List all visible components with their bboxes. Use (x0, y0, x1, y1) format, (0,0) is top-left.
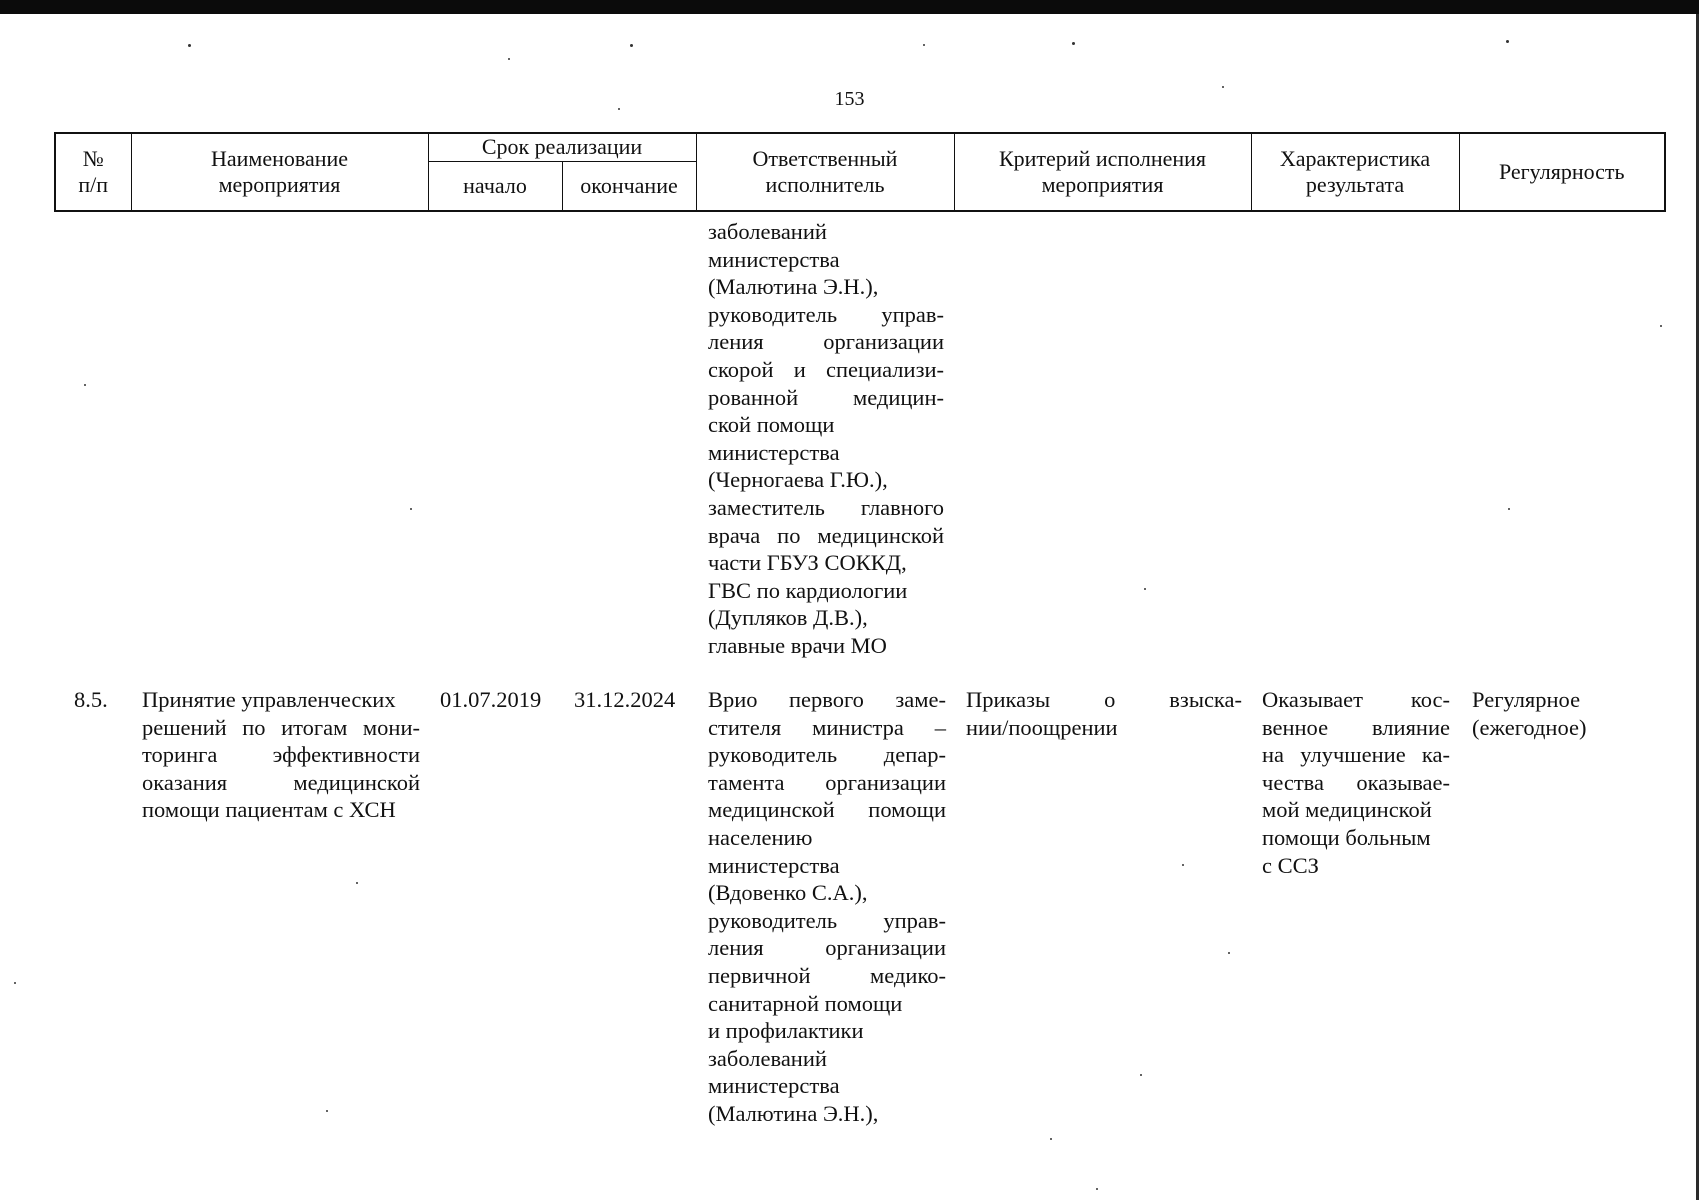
resp-line: Врио первого заме- (708, 687, 946, 712)
header-regularity: Регулярность (1459, 133, 1665, 211)
header-name: Наименование мероприятия (131, 133, 428, 211)
row-responsible (708, 686, 946, 1128)
characteristic-line: помощи больным (1262, 824, 1431, 850)
header-responsible: Ответственный исполнитель (696, 133, 954, 211)
scan-speck (1660, 325, 1662, 327)
resp-line: министерства (708, 439, 840, 465)
row-number: 8.5. (74, 687, 108, 712)
resp-line: ской помощи (708, 412, 835, 438)
resp-line: главные врачи МО (708, 632, 887, 658)
resp-line: заболеваний (708, 219, 827, 244)
scan-speck (1508, 508, 1510, 510)
characteristic-line: чества оказывае- (1262, 769, 1450, 795)
resp-line: заболеваний (708, 1045, 827, 1071)
row-start-date: 01.07.2019 (440, 687, 542, 712)
resp-line: ГВС по кардиологии (708, 577, 908, 603)
scan-speck (1050, 1138, 1052, 1140)
resp-line: медицинской помощи (708, 797, 946, 823)
resp-line: ления организации (708, 329, 944, 355)
characteristic-line: Оказывает кос- (1262, 687, 1450, 712)
scan-speck (1096, 1188, 1098, 1190)
scan-speck (1222, 86, 1224, 88)
resp-line: врача по медицинской (708, 522, 944, 548)
row-end-date: 31.12.2024 (574, 687, 676, 712)
resp-line: ления организации (708, 935, 946, 961)
row-characteristic (1262, 686, 1450, 879)
resp-line: и профилактики (708, 1018, 864, 1044)
page-number: 153 (834, 88, 865, 110)
resp-line: руководитель управ- (708, 301, 944, 327)
resp-line: стителя министра – (708, 714, 946, 740)
scan-speck (326, 1110, 328, 1112)
regularity-line: Регулярное (1472, 687, 1581, 712)
name-line: торинга эффективности (142, 742, 420, 768)
scan-speck (630, 44, 633, 47)
resp-line: (Дупляков Д.В.), (708, 605, 868, 631)
table-header (54, 132, 1666, 212)
resp-line: (Малютина Э.Н.), (708, 274, 879, 300)
row-name (142, 686, 420, 824)
name-line: Принятие управленческих (142, 687, 396, 712)
criterion-line: Приказы о взыска- (966, 687, 1242, 712)
resp-line: тамента организации (708, 769, 946, 795)
resp-line: санитарной помощи (708, 990, 903, 1016)
header-end: окончание (562, 161, 696, 211)
scan-speck (84, 384, 86, 386)
header-characteristic: Характеристика результата (1251, 133, 1459, 211)
resp-line: (Черногаева Г.Ю.), (708, 467, 888, 493)
resp-line: заместитель главного (708, 494, 944, 520)
scan-speck (1506, 40, 1509, 43)
scan-speck (1072, 42, 1075, 45)
scan-speck (508, 58, 510, 60)
resp-line: министерства (708, 852, 840, 878)
name-line: оказания медицинской (142, 769, 420, 795)
scan-speck (1140, 1074, 1142, 1076)
scan-speck (618, 108, 620, 110)
scan-speck (410, 508, 412, 510)
resp-line: министерства (708, 246, 840, 272)
regularity-line: (ежегодное) (1472, 714, 1587, 740)
scan-speck (1182, 864, 1184, 866)
criterion-line: нии/поощрении (966, 714, 1118, 740)
scan-speck (923, 44, 925, 46)
resp-line: руководитель депар- (708, 742, 946, 768)
resp-line: населению (708, 824, 813, 850)
resp-line: (Малютина Э.Н.), (708, 1100, 879, 1126)
characteristic-line: с ССЗ (1262, 852, 1319, 878)
continuation-responsible (708, 218, 944, 660)
characteristic-line: венное влияние (1262, 714, 1450, 740)
header-period: Срок реализации (428, 133, 696, 161)
scan-speck (356, 882, 358, 884)
resp-line: руководитель управ- (708, 907, 946, 933)
name-line: решений по итогам мони- (142, 714, 420, 740)
characteristic-line: мой медицинской (1262, 797, 1432, 823)
scan-speck (1144, 588, 1146, 590)
scan-speck (14, 982, 16, 984)
name-line: помощи пациентам с ХСН (142, 797, 396, 823)
header-num: № п/п (55, 133, 131, 211)
header-criterion: Критерий исполнения мероприятия (954, 133, 1251, 211)
resp-line: (Вдовенко С.А.), (708, 880, 868, 906)
row-criterion (966, 686, 1242, 741)
resp-line: министерства (708, 1073, 840, 1099)
resp-line: первичной медико- (708, 962, 946, 988)
characteristic-line: на улучшение ка- (1262, 742, 1450, 768)
scan-top-border (0, 0, 1699, 14)
row-regularity (1472, 686, 1658, 741)
scan-speck (188, 44, 191, 47)
resp-line: рованной медицин- (708, 384, 944, 410)
resp-line: части ГБУЗ СОККД, (708, 550, 907, 576)
resp-line: скорой и специализи- (708, 356, 944, 382)
scan-speck (1228, 952, 1230, 954)
header-start: начало (428, 161, 562, 211)
